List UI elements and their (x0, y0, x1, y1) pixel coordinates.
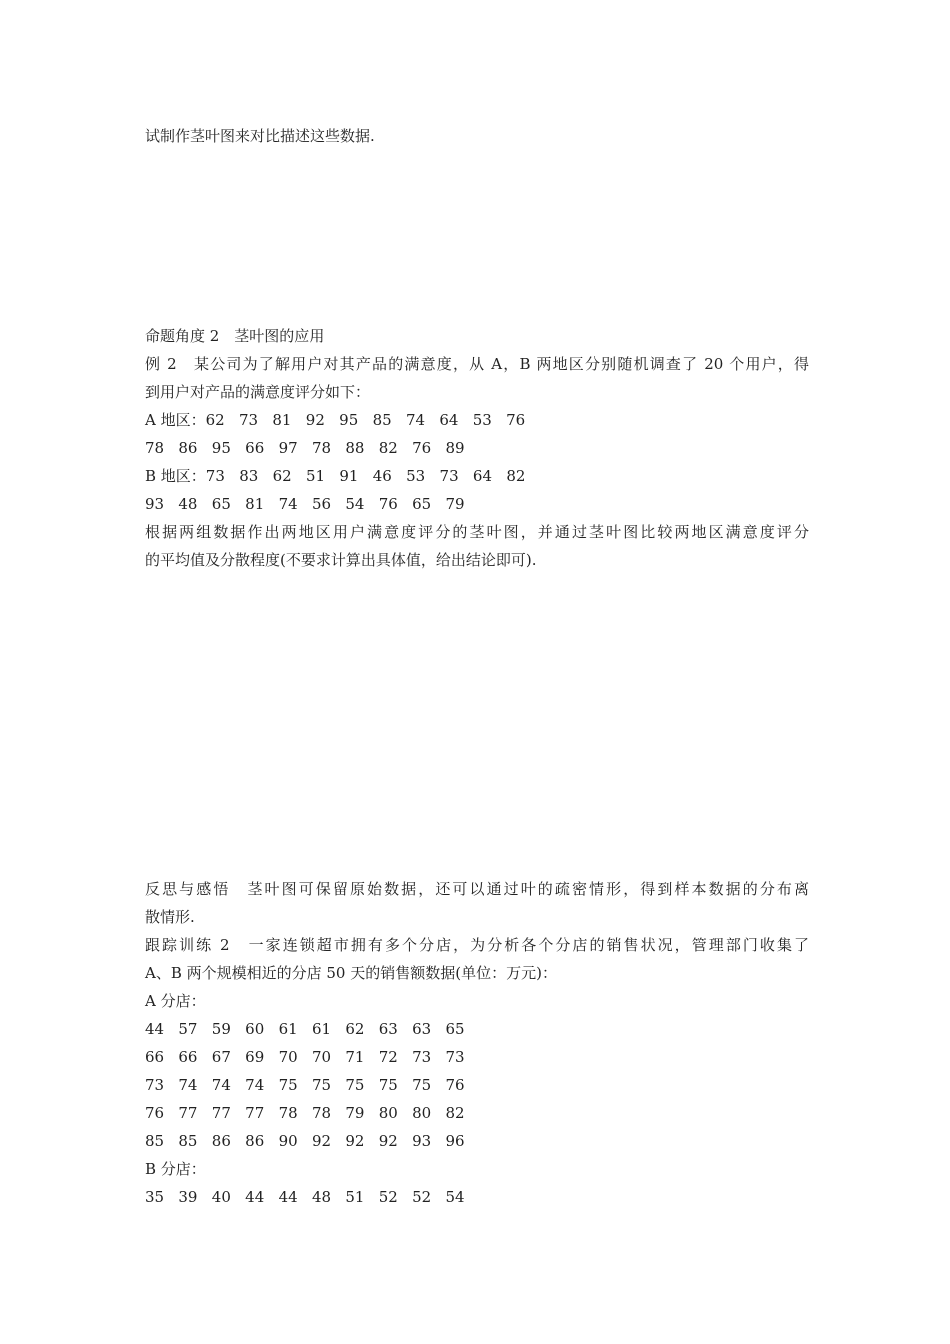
section-title: 命题角度 2 茎叶图的应用 (145, 327, 325, 345)
data-value: 44 (245, 1188, 265, 1206)
data-value: 90 (278, 1132, 298, 1150)
data-value: 65 (445, 1020, 465, 1038)
data-value: 75 (311, 1076, 332, 1094)
data-value: 76 (378, 495, 398, 513)
data-value: 77 (211, 1104, 231, 1122)
store-b-row (145, 1183, 479, 1211)
data-value: 66 (245, 439, 265, 457)
data-value: 97 (278, 439, 298, 457)
data-value: 95 (211, 439, 231, 457)
data-value: 81 (245, 495, 265, 513)
data-value: 71 (345, 1048, 365, 1066)
store-a-row (145, 1099, 479, 1127)
data-value: 73 (145, 1076, 165, 1094)
data-value: 86 (211, 1132, 231, 1150)
data-value: 70 (278, 1048, 298, 1066)
example-text-line-1: 例 2 某公司为了解用户对其产品的满意度，从 A，B 两地区分别随机调查了 20 个用户，得 (145, 355, 809, 373)
data-value: 59 (211, 1020, 231, 1038)
region-a-row-1 (206, 411, 540, 429)
data-value: 92 (345, 1132, 365, 1150)
data-value: 44 (278, 1188, 298, 1206)
data-value: 77 (245, 1104, 265, 1122)
data-value: 66 (178, 1048, 198, 1066)
data-value: 62 (272, 467, 292, 485)
data-value: 65 (412, 495, 432, 513)
data-value: 63 (378, 1020, 398, 1038)
data-value: 51 (345, 1188, 365, 1206)
data-value: 76 (145, 1104, 165, 1122)
data-value: 74 (405, 411, 426, 429)
data-value: 53 (472, 411, 492, 429)
data-value: 74 (178, 1076, 198, 1094)
data-value: 89 (445, 439, 465, 457)
data-value: 73 (412, 1048, 432, 1066)
region-a-data-line-1 (145, 406, 540, 434)
data-value: 83 (239, 467, 259, 485)
data-value: 80 (378, 1104, 398, 1122)
data-value: 69 (245, 1048, 265, 1066)
data-value: 78 (311, 439, 332, 457)
data-value: 73 (445, 1048, 465, 1066)
question-text-line-1: 根据两组数据作出两地区用户满意度评分的茎叶图，并通过茎叶图比较两地区满意度评分 (145, 523, 809, 541)
data-value: 72 (378, 1048, 398, 1066)
question-text-line-2: 的平均值及分散程度(不要求计算出具体值，给出结论即可). (145, 551, 537, 569)
store-a-row (145, 1043, 479, 1071)
data-value: 60 (245, 1020, 265, 1038)
data-value: 61 (311, 1020, 332, 1038)
data-value: 52 (412, 1188, 432, 1206)
training-text-line-1: 跟踪训练 2 一家连锁超市拥有多个分店，为分析各个分店的销售状况，管理部门收集了 (145, 936, 809, 954)
data-value: 54 (445, 1188, 465, 1206)
data-value: 76 (445, 1076, 465, 1094)
data-value: 73 (439, 467, 459, 485)
data-value: 75 (278, 1076, 298, 1094)
region-a-label: A 地区： (145, 411, 206, 429)
data-value: 82 (506, 467, 526, 485)
data-value: 92 (305, 411, 325, 429)
data-value: 82 (445, 1104, 465, 1122)
data-value: 74 (245, 1076, 265, 1094)
store-a-row (145, 1071, 479, 1099)
region-b-data-line-1 (145, 462, 540, 490)
data-value: 64 (439, 411, 459, 429)
data-value: 79 (445, 495, 465, 513)
data-value: 56 (311, 495, 332, 513)
store-a-row (145, 1127, 479, 1155)
data-value: 63 (412, 1020, 432, 1038)
reflection-text-line-2: 散情形. (145, 908, 195, 926)
data-value: 48 (311, 1188, 332, 1206)
data-value: 73 (205, 467, 225, 485)
data-value: 80 (412, 1104, 432, 1122)
data-value: 92 (378, 1132, 398, 1150)
data-value: 78 (145, 439, 165, 457)
training-text-line-2: A、B 两个规模相近的分店 50 天的销售额数据(单位：万元)： (145, 964, 557, 982)
data-value: 54 (345, 495, 365, 513)
data-value: 57 (178, 1020, 198, 1038)
data-value: 35 (145, 1188, 165, 1206)
data-value: 77 (178, 1104, 198, 1122)
data-value: 52 (378, 1188, 398, 1206)
reflection-text-line-1: 反思与感悟 茎叶图可保留原始数据，还可以通过叶的疏密情形，得到样本数据的分布离 (145, 880, 809, 898)
data-value: 74 (211, 1076, 231, 1094)
data-value: 62 (345, 1020, 365, 1038)
data-value: 75 (412, 1076, 432, 1094)
data-value: 93 (412, 1132, 432, 1150)
data-value: 85 (178, 1132, 198, 1150)
data-value: 39 (178, 1188, 198, 1206)
store-b-label: B 分店： (145, 1160, 206, 1178)
data-value: 51 (305, 467, 326, 485)
data-value: 48 (178, 495, 198, 513)
data-value: 96 (445, 1132, 465, 1150)
data-value: 44 (145, 1020, 165, 1038)
data-value: 40 (211, 1188, 231, 1206)
intro-text: 试制作茎叶图来对比描述这些数据. (145, 127, 375, 145)
data-value: 92 (311, 1132, 332, 1150)
data-value: 88 (345, 439, 365, 457)
region-b-label: B 地区： (145, 467, 206, 485)
data-value: 64 (472, 467, 493, 485)
data-value: 73 (239, 411, 259, 429)
region-a-row-2 (145, 434, 479, 462)
data-value: 46 (372, 467, 392, 485)
data-value: 86 (245, 1132, 265, 1150)
store-a-row (145, 1015, 479, 1043)
data-value: 74 (278, 495, 298, 513)
data-value: 53 (406, 467, 426, 485)
data-value: 65 (211, 495, 231, 513)
data-value: 75 (378, 1076, 398, 1094)
example-text-line-2: 到用户对产品的满意度评分如下： (145, 383, 371, 401)
data-value: 78 (311, 1104, 332, 1122)
data-value: 95 (339, 411, 359, 429)
data-value: 76 (412, 439, 432, 457)
data-value: 78 (278, 1104, 298, 1122)
data-value: 75 (345, 1076, 365, 1094)
data-value: 81 (272, 411, 292, 429)
data-value: 85 (145, 1132, 165, 1150)
data-value: 93 (145, 495, 165, 513)
data-value: 61 (278, 1020, 298, 1038)
data-value: 70 (311, 1048, 332, 1066)
data-value: 86 (178, 439, 198, 457)
data-value: 76 (506, 411, 526, 429)
data-value: 67 (211, 1048, 231, 1066)
data-value: 62 (205, 411, 225, 429)
data-value: 85 (372, 411, 392, 429)
data-value: 91 (339, 467, 359, 485)
region-b-row-2 (145, 490, 479, 518)
region-b-row-1 (206, 467, 540, 485)
data-value: 79 (345, 1104, 365, 1122)
data-value: 66 (145, 1048, 165, 1066)
data-value: 82 (378, 439, 398, 457)
store-a-label: A 分店： (145, 992, 206, 1010)
